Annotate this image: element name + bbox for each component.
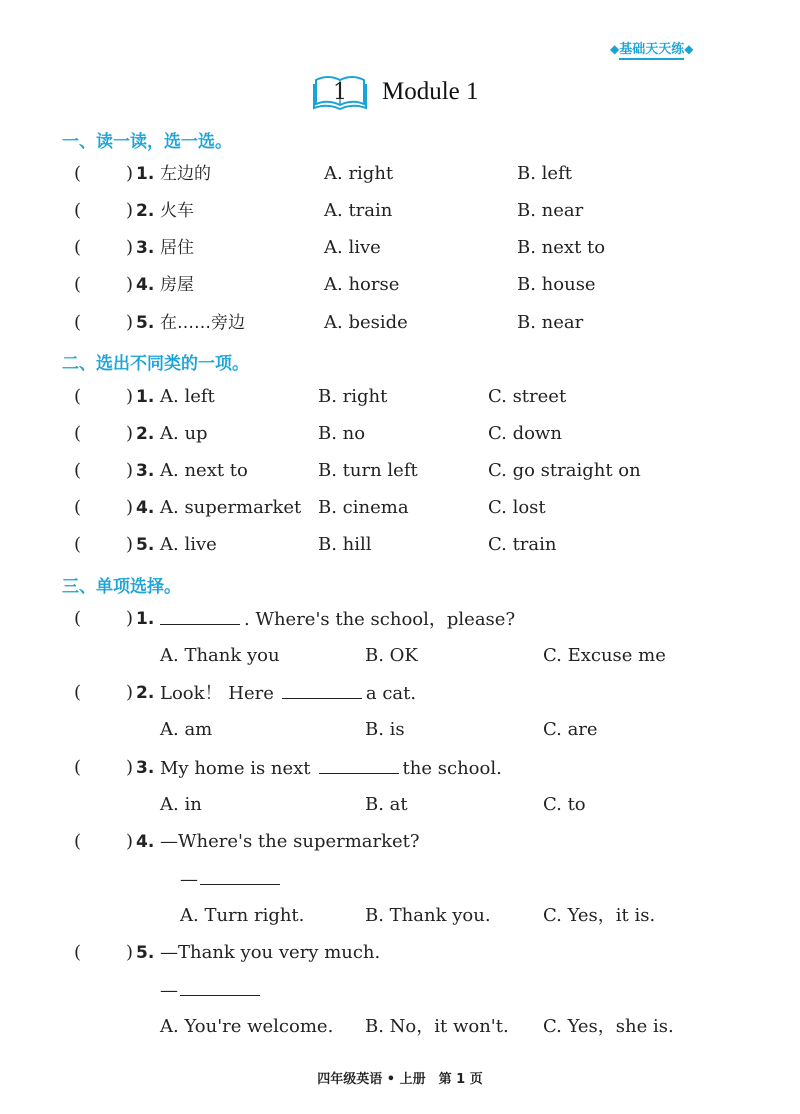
option-c[interactable]: C. street <box>488 386 567 407</box>
s3-options-4 <box>0 903 800 929</box>
question-number: 3. <box>136 238 155 258</box>
question-number: 1. <box>136 164 155 184</box>
s3-options-5 <box>0 1014 800 1040</box>
page-footer: 四年级英语 • 上册 第 1 页 <box>317 1072 483 1087</box>
answer-paren-close: ) <box>126 942 134 963</box>
answer-paren-close: ) <box>126 237 134 258</box>
option-b[interactable]: B. OK <box>365 645 418 666</box>
answer-paren-open[interactable]: ( <box>74 163 82 184</box>
s3-question-1 <box>0 606 800 632</box>
option-b[interactable]: B. right <box>318 386 388 407</box>
option-a[interactable]: A. up <box>160 423 208 444</box>
s1-question-2 <box>0 198 800 224</box>
option-a[interactable]: A. left <box>160 386 215 407</box>
s3-answer-line-4 <box>180 866 284 892</box>
question-number: 2. <box>136 201 155 221</box>
option-b[interactable]: B. cinema <box>318 497 409 518</box>
answer-paren-close: ) <box>126 163 134 184</box>
question-stem <box>160 680 416 707</box>
option-a[interactable]: A. beside <box>324 312 408 333</box>
page-header <box>312 72 479 112</box>
option-b[interactable]: B. turn left <box>318 460 418 481</box>
answer-dash: — <box>160 980 178 1001</box>
answer-paren-open[interactable]: ( <box>74 460 82 481</box>
section-1-heading: 一、读一读，选一选。 <box>62 132 232 152</box>
answer-paren-close: ) <box>126 497 134 518</box>
question-number: 2. <box>136 424 155 444</box>
option-b[interactable]: B. no <box>318 423 366 444</box>
option-a[interactable]: A. You're welcome. <box>160 1016 334 1037</box>
option-a[interactable]: A. supermarket <box>160 497 302 518</box>
question-number: 4. <box>136 832 155 852</box>
option-a[interactable]: A. Turn right. <box>180 905 305 926</box>
option-c[interactable]: C. go straight on <box>488 460 641 481</box>
book-number: 1 <box>333 80 347 105</box>
question-number: 1. <box>136 609 155 629</box>
badge-label: 基础天天练 <box>619 42 684 60</box>
option-a[interactable]: A. live <box>160 534 217 555</box>
answer-paren-close: ) <box>126 757 134 778</box>
answer-paren-close: ) <box>126 312 134 333</box>
section-3-heading: 三、单项选择。 <box>62 577 181 597</box>
option-b[interactable]: B. at <box>365 794 408 815</box>
question-stem <box>160 606 515 633</box>
option-a[interactable]: A. right <box>324 163 394 184</box>
s2-question-2 <box>0 421 800 447</box>
s1-question-1 <box>0 161 800 187</box>
option-a[interactable]: A. horse <box>324 274 400 295</box>
fill-in-blank[interactable] <box>319 755 399 774</box>
s3-question-5 <box>0 940 800 966</box>
answer-paren-open[interactable]: ( <box>74 682 82 703</box>
option-b[interactable]: B. No，it won't. <box>365 1016 509 1037</box>
fill-in-blank[interactable] <box>160 606 240 625</box>
answer-paren-close: ) <box>126 200 134 221</box>
answer-dash: — <box>180 869 198 890</box>
option-c[interactable]: C. train <box>488 534 557 555</box>
s2-question-3 <box>0 458 800 484</box>
question-text: —Where's the supermarket? <box>160 831 420 852</box>
question-number: 3. <box>136 461 155 481</box>
question-stem <box>160 755 502 782</box>
answer-paren-close: ) <box>126 682 134 703</box>
answer-paren-open[interactable]: ( <box>74 386 82 407</box>
option-b[interactable]: B. near <box>517 200 584 221</box>
chinese-word: 居住 <box>160 238 194 258</box>
s3-answer-line-5 <box>160 977 264 1003</box>
option-c[interactable]: C. lost <box>488 497 546 518</box>
question-text-after: . Where's the school，please? <box>244 609 516 630</box>
s3-question-4 <box>0 829 800 855</box>
question-number: 3. <box>136 758 155 778</box>
question-number: 1. <box>136 387 155 407</box>
question-text-before: Look！ Here <box>160 683 274 704</box>
answer-paren-open[interactable]: ( <box>74 312 82 333</box>
option-a[interactable]: A. next to <box>160 460 248 481</box>
answer-paren-open[interactable]: ( <box>74 237 82 258</box>
s2-question-1 <box>0 384 800 410</box>
s3-options-1 <box>0 643 800 669</box>
question-text-after: the school. <box>402 758 502 779</box>
answer-paren-open[interactable]: ( <box>74 942 82 963</box>
question-text: —Thank you very much. <box>160 942 381 963</box>
option-b[interactable]: B. is <box>365 719 405 740</box>
answer-paren-close: ) <box>126 831 134 852</box>
option-b[interactable]: B. hill <box>318 534 372 555</box>
answer-paren-open[interactable]: ( <box>74 608 82 629</box>
option-a[interactable]: A. am <box>160 719 213 740</box>
option-c[interactable]: C. Yes，she is. <box>543 1016 674 1037</box>
s3-question-3 <box>0 755 800 781</box>
s3-options-3 <box>0 792 800 818</box>
question-text-before: My home is next <box>160 758 311 779</box>
diamond-left-icon: ◆ <box>610 42 620 56</box>
question-number: 5. <box>136 313 155 333</box>
option-c[interactable]: C. Yes，it is. <box>543 905 656 926</box>
answer-paren-close: ) <box>126 386 134 407</box>
answer-paren-close: ) <box>126 423 134 444</box>
section-2-heading: 二、选出不同类的一项。 <box>62 354 249 374</box>
option-b[interactable]: B. house <box>517 274 596 295</box>
answer-paren-open[interactable]: ( <box>74 274 82 295</box>
option-a[interactable]: A. in <box>160 794 202 815</box>
option-c[interactable]: C. Excuse me <box>543 645 666 666</box>
answer-paren-open[interactable]: ( <box>74 423 82 444</box>
question-number: 4. <box>136 275 155 295</box>
answer-paren-close: ) <box>126 608 134 629</box>
option-b[interactable]: B. left <box>517 163 572 184</box>
answer-paren-open[interactable]: ( <box>74 200 82 221</box>
question-text-after: a cat. <box>365 683 417 704</box>
chinese-word: 房屋 <box>160 275 194 295</box>
question-number: 5. <box>136 535 155 555</box>
open-book-icon <box>312 72 368 112</box>
answer-paren-open[interactable]: ( <box>74 497 82 518</box>
s1-question-5 <box>0 310 800 336</box>
series-badge <box>610 38 693 57</box>
answer-paren-open[interactable]: ( <box>74 534 82 555</box>
question-number: 5. <box>136 943 155 963</box>
answer-paren-close: ) <box>126 274 134 295</box>
answer-paren-open[interactable]: ( <box>74 757 82 778</box>
option-c[interactable]: C. down <box>488 423 562 444</box>
option-b[interactable]: B. near <box>517 312 584 333</box>
option-b[interactable]: B. next to <box>517 237 606 258</box>
s3-question-2 <box>0 680 800 706</box>
answer-paren-close: ) <box>126 534 134 555</box>
fill-in-blank[interactable] <box>180 977 260 996</box>
option-b[interactable]: B. Thank you. <box>365 905 491 926</box>
chinese-word: 在……旁边 <box>160 313 245 333</box>
question-number: 2. <box>136 683 155 703</box>
question-number: 4. <box>136 498 155 518</box>
s2-question-4 <box>0 495 800 521</box>
answer-paren-close: ) <box>126 460 134 481</box>
chinese-word: 左边的 <box>160 164 211 184</box>
option-a[interactable]: A. live <box>324 237 381 258</box>
option-c[interactable]: C. are <box>543 719 598 740</box>
s3-options-2 <box>0 717 800 743</box>
option-a[interactable]: A. train <box>324 200 393 221</box>
page-title: Module 1 <box>382 78 479 105</box>
answer-paren-open[interactable]: ( <box>74 831 82 852</box>
chinese-word: 火车 <box>160 201 194 221</box>
fill-in-blank[interactable] <box>282 680 362 699</box>
s2-question-5 <box>0 532 800 558</box>
s1-question-4 <box>0 272 800 298</box>
s1-question-3 <box>0 235 800 261</box>
option-a[interactable]: A. Thank you <box>160 645 280 666</box>
option-c[interactable]: C. to <box>543 794 586 815</box>
fill-in-blank[interactable] <box>200 866 280 885</box>
diamond-right-icon: ◆ <box>684 42 694 56</box>
